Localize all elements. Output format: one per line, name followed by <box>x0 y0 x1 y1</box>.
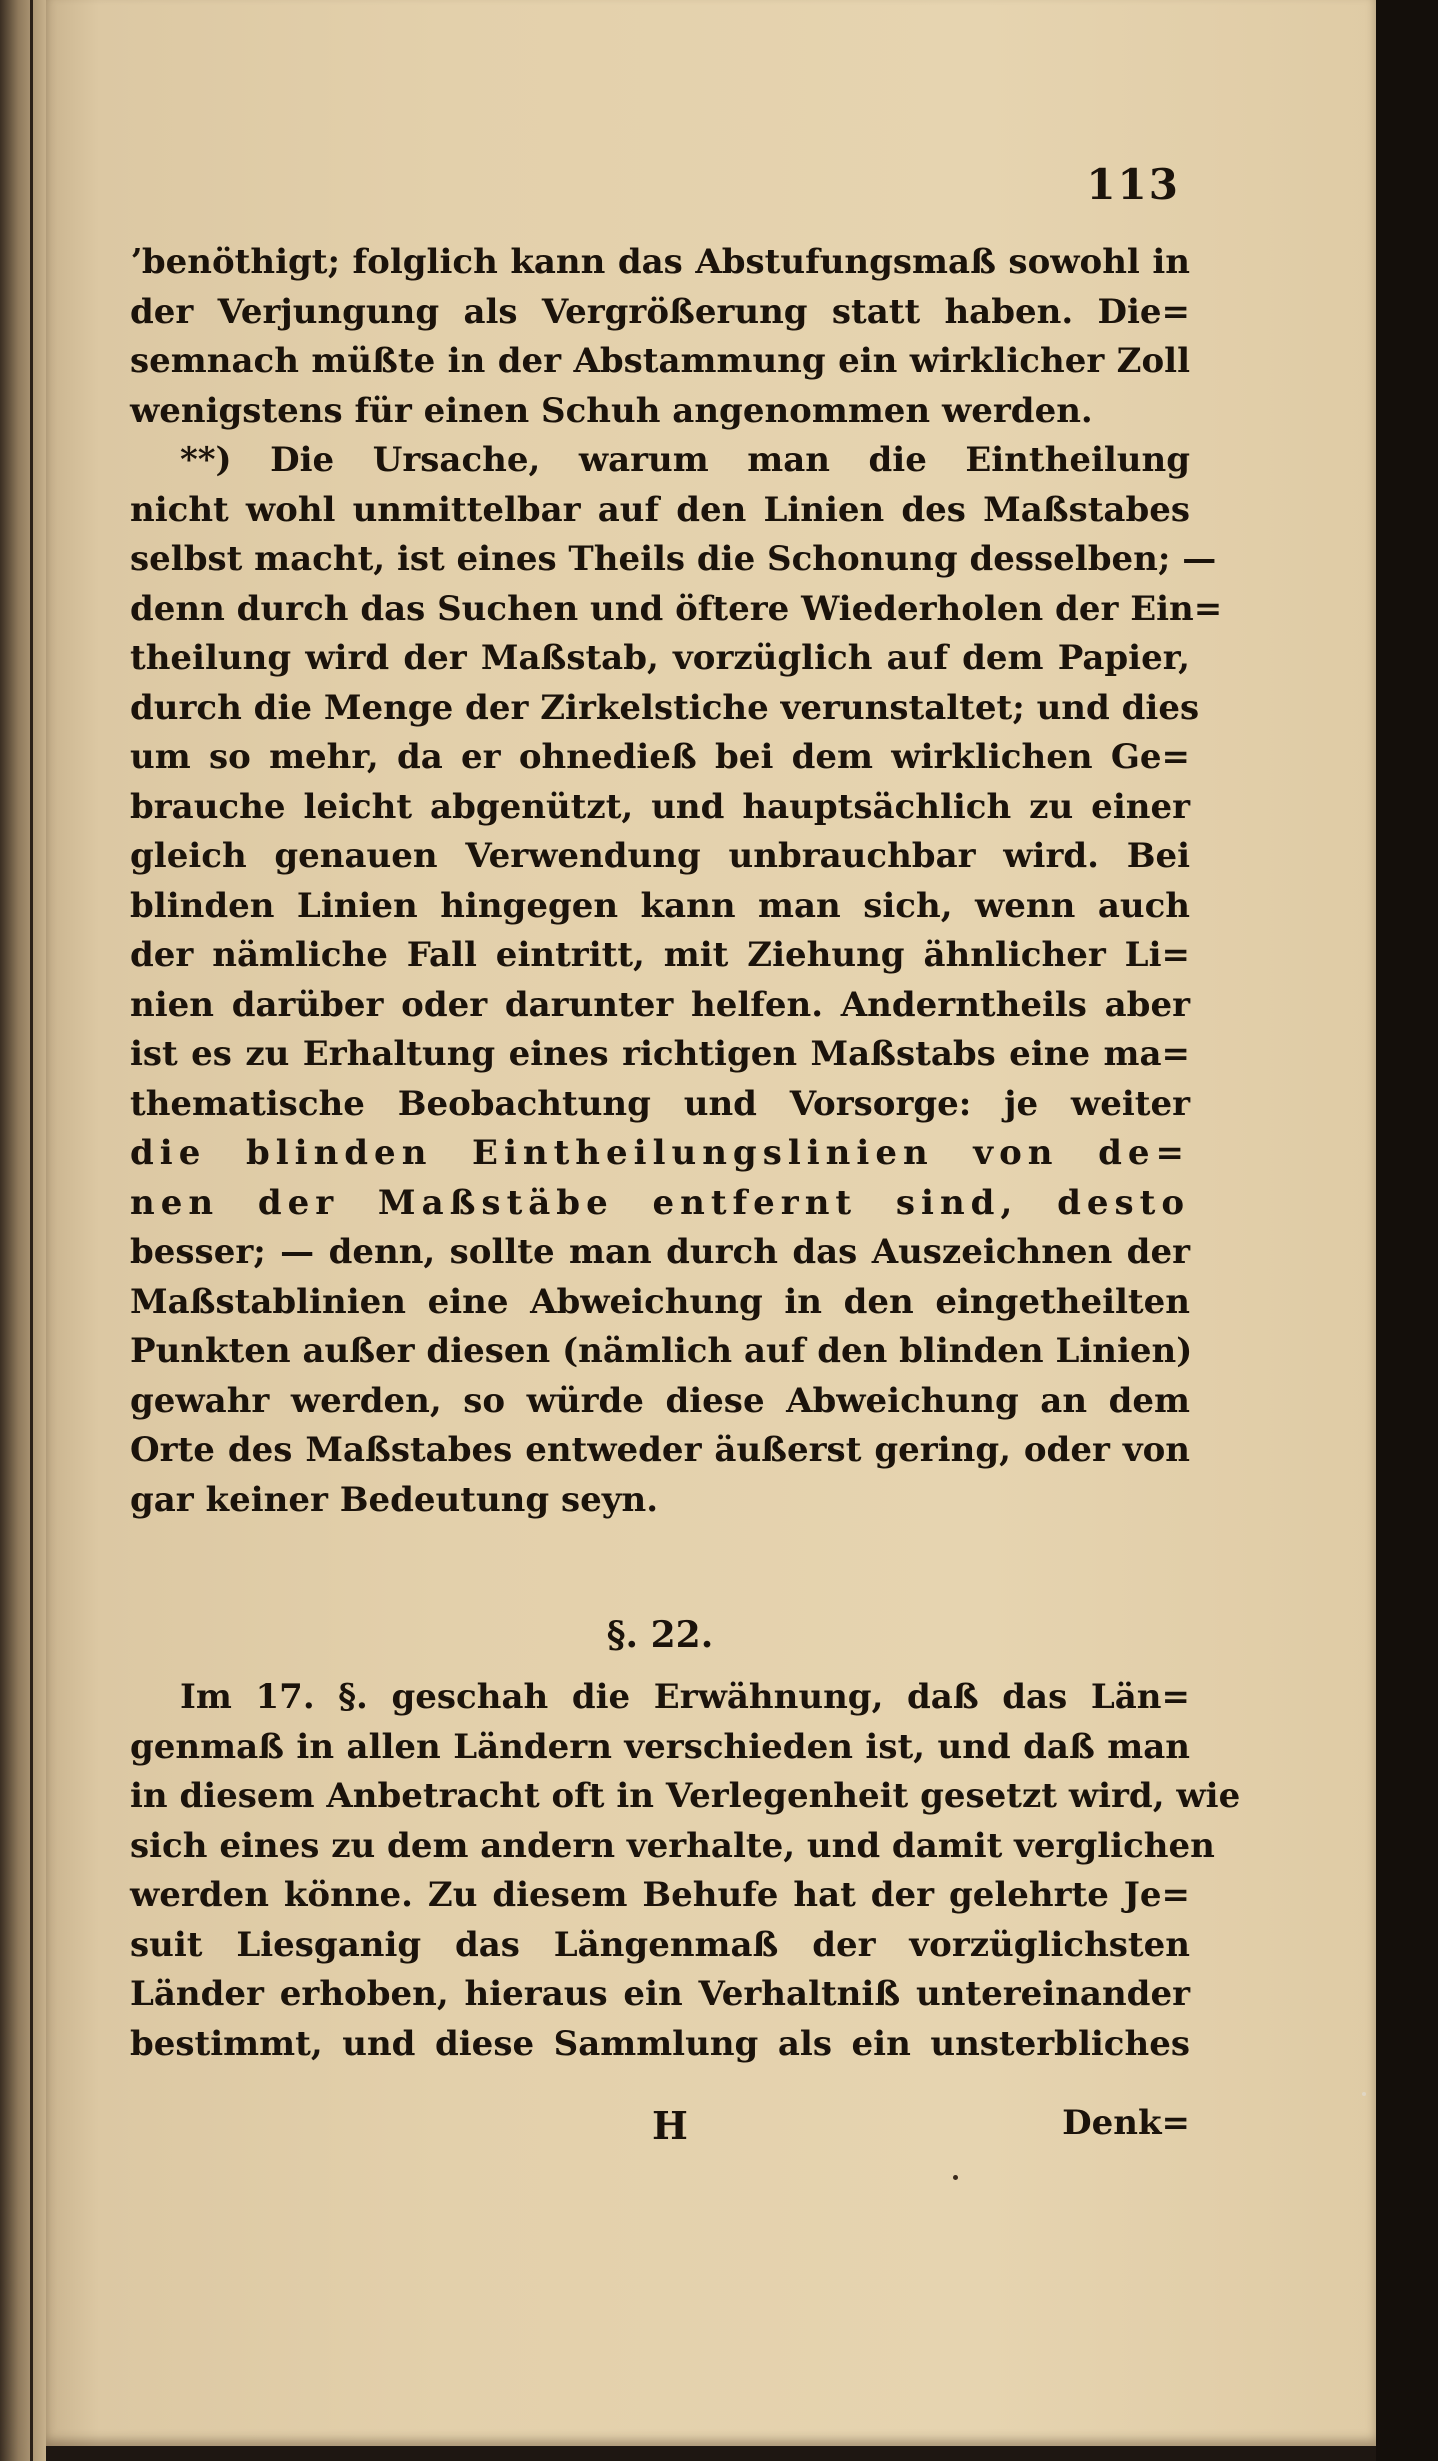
spaced-emphasis-line: die blinden Eintheilungslinien von de= <box>130 1133 1190 1173</box>
text-line: theilung wird der Maßstab, vorzüglich auf dem Papier, <box>130 638 1190 678</box>
text-line: gar keiner Bedeutung seyn. <box>130 1479 659 1520</box>
text-line: nien darüber oder darunter helfen. Anderntheils aber <box>130 984 1190 1025</box>
text-line: wenigstens für einen Schuh angenommen werden. <box>130 390 1093 431</box>
text-line: Punkten außer diesen (nämlich auf den blinden Linien) <box>130 1331 1193 1371</box>
text-line: brauche leicht abgenützt, und hauptsächlich zu einer <box>130 786 1190 827</box>
paper-speck <box>953 2175 958 2180</box>
text-line: selbst macht, ist eines Theils die Schonung desselben; — <box>130 539 1217 579</box>
text-line: Orte des Maßstabes entweder äußerst gering, oder von <box>130 1430 1190 1470</box>
section-heading: §. 22. <box>606 1614 714 1656</box>
book-spine <box>30 0 33 2461</box>
text-line: der nämliche Fall eintritt, mit Ziehung ähnlicher Li= <box>130 935 1190 975</box>
body-text-top <box>130 238 1223 1525</box>
dust-speck <box>1362 2092 1366 2096</box>
text-line: gewahr werden, so würde diese Abweichung an dem <box>130 1380 1190 1421</box>
text-line: werden könne. Zu diesem Behufe hat der gelehrte Je= <box>130 1875 1190 1915</box>
body-text-section <box>130 1673 1241 2069</box>
text-line: ist es zu Erhaltung eines richtigen Maßstabs eine ma= <box>130 1034 1190 1074</box>
text-line: Länder erhoben, hieraus ein Verhaltniß untereinander <box>130 1974 1190 2014</box>
text-line: Im 17. §. geschah die Erwähnung, daß das Län= <box>180 1677 1190 1717</box>
footnote-first-line: **) Die Ursache, warum man die Eintheilung <box>180 440 1190 480</box>
spaced-emphasis-line: nen der Maßstäbe entfernt sind, desto <box>130 1182 1190 1223</box>
scan-background-bottom <box>46 2446 1376 2461</box>
text-line: suit Liesganig das Längenmaß der vorzüglichsten <box>130 1924 1190 1965</box>
text-line: besser; — denn, sollte man durch das Auszeichnen der <box>130 1232 1190 1272</box>
text-line: bestimmt, und diese Sammlung als ein unsterbliches <box>130 2023 1190 2064</box>
signature-mark: H <box>652 2103 688 2148</box>
text-line: denn durch das Suchen und öftere Wiederholen der Ein= <box>130 588 1223 629</box>
text-line: Maßstablinien eine Abweichung in den eingetheilten <box>130 1281 1190 1322</box>
text-line: der Verjungung als Vergrößerung statt haben. Die= <box>130 291 1190 332</box>
page-number: 113 <box>1086 160 1180 209</box>
text-line: gleich genauen Verwendung unbrauchbar wird. Bei <box>130 836 1190 876</box>
text-line: um so mehr, da er ohnedieß bei dem wirklichen Ge= <box>130 737 1190 777</box>
text-line: nicht wohl unmittelbar auf den Linien des Maßstabes <box>130 489 1190 530</box>
text-line: in diesem Anbetracht oft in Verlegenheit gesetzt wird, wie <box>130 1776 1241 1816</box>
text-line: genmaß in allen Ländern verschieden ist, und daß man <box>130 1726 1190 1767</box>
text-line: semnach müßte in der Abstammung ein wirklicher Zoll <box>130 341 1190 381</box>
text-line: sich eines zu dem andern verhalte, und damit verglichen <box>130 1825 1215 1866</box>
text-line: blinden Linien hingegen kann man sich, wenn auch <box>130 885 1190 926</box>
previous-page-edge <box>0 0 46 2461</box>
text-line: thematische Beobachtung und Vorsorge: je weiter <box>130 1083 1190 1124</box>
catchword: Denk= <box>1062 2103 1190 2143</box>
scan-background-right <box>1376 0 1438 2461</box>
text-line: durch die Menge der Zirkelstiche verunstaltet; und dies <box>130 687 1200 728</box>
text-line: ʼbenöthigt; folglich kann das Abstufungsmaß sowohl in <box>130 242 1190 282</box>
